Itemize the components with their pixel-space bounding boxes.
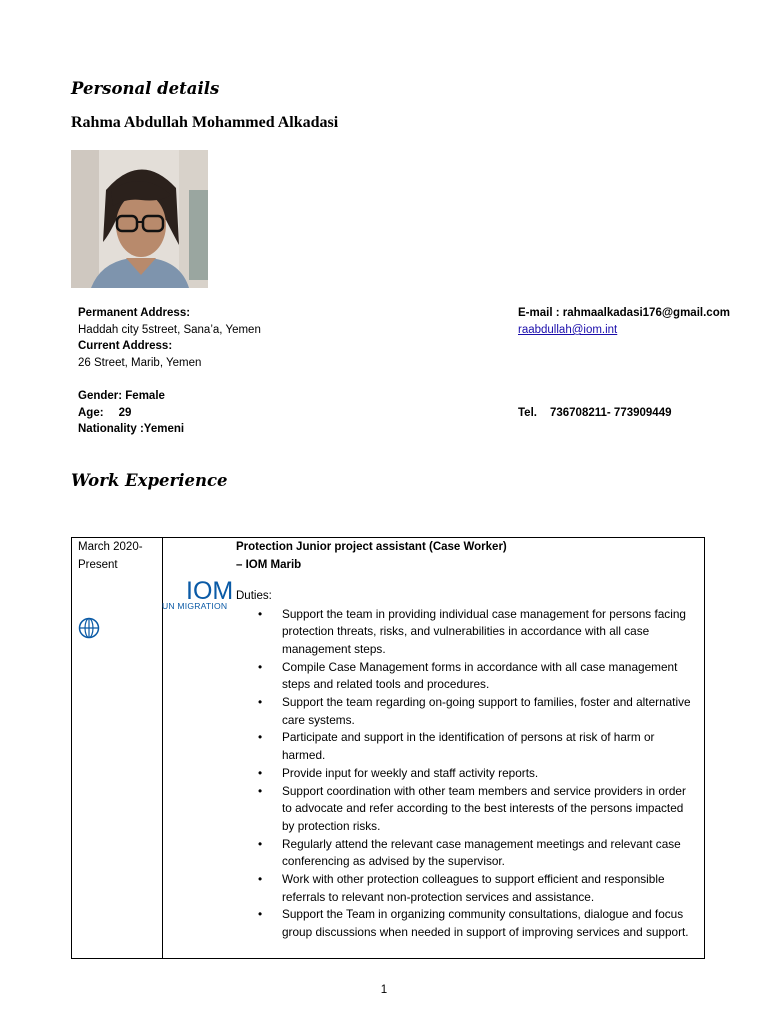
iom-logo-graphic — [78, 615, 162, 649]
permanent-address-value: Haddah city 5street, Sana’a, Yemen — [78, 323, 261, 336]
table-row — [72, 538, 705, 959]
profile-photo-image — [71, 150, 208, 288]
date-start: March 2020- — [78, 541, 143, 553]
email-secondary-link[interactable]: raabdullah@iom.int — [518, 324, 618, 336]
age-label: Age: — [78, 406, 104, 419]
list-item: • Support coordination with other team members and service providers in order to advocate and refer according to the best interests of the persons impacted by protection risks. — [282, 783, 704, 836]
email-label: E-mail : — [518, 307, 560, 319]
work-experience-table — [71, 537, 705, 959]
list-item: • Support the Team in organizing community consultations, dialogue and focus group discussions when needed in support of improving services and support. — [282, 906, 704, 941]
iom-logo — [78, 577, 234, 654]
list-item: • Support the team in providing individual case management for persons facing protection threats, risks, and vulnerabilities in accordance with all case management steps. — [282, 606, 704, 659]
age-field — [78, 405, 398, 422]
page-number: 1 — [380, 984, 388, 996]
date-end: Present — [78, 558, 118, 571]
personal-info-block — [78, 388, 398, 438]
date-range — [72, 538, 162, 575]
iom-logo-subtitle: UN MIGRATION — [162, 601, 228, 611]
permanent-address-label: Permanent Address: — [78, 307, 191, 319]
current-address-value: 26 Street, Marib, Yemen — [78, 357, 202, 370]
role-block — [163, 538, 704, 606]
telephone-line — [518, 405, 758, 422]
list-item: • Provide input for weekly and staff activity reports. — [282, 765, 704, 783]
job-organization: – IOM Marib — [236, 558, 302, 571]
candidate-name: Rahma Abdullah Mohammed Alkadasi — [71, 114, 339, 131]
work-experience-heading: Work Experience — [71, 471, 228, 490]
address-block — [78, 305, 398, 372]
nationality-field: Nationality :Yemeni — [78, 423, 185, 436]
list-item: • Compile Case Management forms in accordance with all case management steps and related tools and procedures. — [282, 659, 704, 694]
email-value[interactable]: rahmaalkadasi176@gmail.com — [562, 307, 730, 319]
job-title: Protection Junior project assistant (Case Worker) — [236, 541, 507, 553]
list-item: • Support the team regarding on-going support to families, foster and alternative care systems. — [282, 694, 704, 729]
telephone-label: Tel. — [518, 407, 537, 419]
email-line — [518, 305, 758, 322]
telephone-value: 736708211- 773909449 — [549, 407, 672, 419]
iom-logo-text: IOM — [186, 577, 234, 605]
list-item: • Work with other protection colleagues to support efficient and responsible referrals to relevant non-protection services and assistance. — [282, 871, 704, 906]
list-item: • Regularly attend the relevant case management meetings and relevant case conferencing as advised by the supervisor. — [282, 836, 704, 871]
personal-details-heading: Personal details — [71, 79, 220, 98]
profile-photo — [71, 150, 208, 288]
age-value: 29 — [118, 406, 132, 419]
gender-field: Gender: Female — [78, 390, 165, 402]
current-address-label: Current Address: — [78, 340, 173, 353]
duties-list — [163, 606, 704, 942]
details-cell — [163, 538, 705, 959]
list-item: • Participate and support in the identification of persons at risk of harm or harmed. — [282, 729, 704, 764]
email-secondary-row — [518, 322, 617, 339]
date-cell — [72, 538, 234, 959]
duties-label: Duties: — [236, 590, 272, 602]
